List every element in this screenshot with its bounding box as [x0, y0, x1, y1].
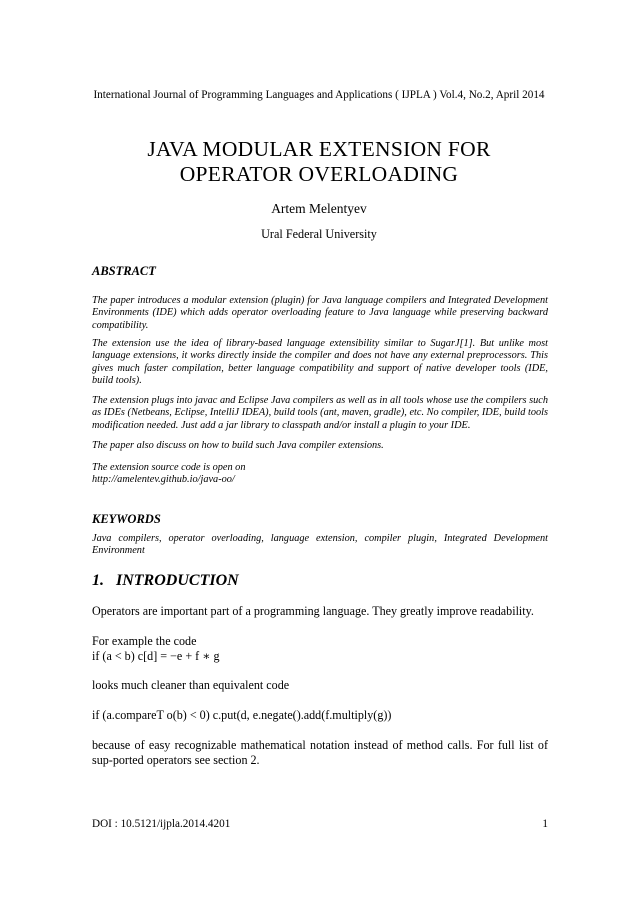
- keywords-text: Java compilers, operator overloading, language extension, compiler plugin, Integrated Development Environment: [92, 533, 548, 557]
- abstract-paragraph-1-block: [92, 295, 548, 332]
- code-example-2: if (a.compareT o(b) < 0) c.put(d, e.negate().add(f.multiply(g)): [92, 708, 392, 722]
- intro-paragraph-3: looks much cleaner than equivalent code: [92, 678, 290, 692]
- paper-title: [0, 137, 638, 187]
- intro-paragraph-2: For example the code: [92, 634, 197, 648]
- abstract-section: [92, 264, 548, 279]
- abstract-paragraph-3: The extension plugs into javac and Eclipse Java compilers as well as in all tools whose use the compilers such as IDEs (Netbeans, Eclipse, IntelliJ IDEA), build tools (ant, maven, gradle), etc. No compiler, IDE, build tools modification needed. Just add a jar library to classpath and/or install a plugin to your IDE.: [92, 395, 548, 431]
- section-title: INTRODUCTION: [116, 572, 239, 589]
- author-affiliation: Ural Federal University: [261, 227, 377, 241]
- keywords-section: [92, 512, 548, 527]
- intro-paragraph-4-block: [92, 738, 548, 769]
- code-example-1: if (a < b) c[d] = −e + f ∗ g: [92, 649, 220, 664]
- abstract-paragraph-3-block: [92, 395, 548, 432]
- abstract-paragraph-4-block: [92, 440, 548, 452]
- keywords-heading: KEYWORDS: [92, 512, 161, 526]
- intro-paragraph-1-block: [92, 604, 548, 619]
- abstract-paragraph-2: The extension use the idea of library-based language extensibility similar to SugarJ[1]. But unlike most language extensions, it works directly inside the compiler and does not have any external preprocessors. This gives much faster compilation, better language compatibility and support of native developer tools (IDE, build tools).: [92, 338, 548, 387]
- page-number: 1: [542, 818, 548, 830]
- keywords-block: [92, 533, 548, 558]
- title-line-2: OPERATOR OVERLOADING: [179, 162, 459, 186]
- section-number: 1.: [92, 572, 104, 589]
- footer-doi: DOI : 10.5121/ijpla.2014.4201: [92, 818, 231, 830]
- code-example-2-block: [92, 708, 548, 723]
- title-line-1: JAVA MODULAR EXTENSION FOR: [147, 137, 491, 161]
- abstract-paragraph-4: The paper also discuss on how to build such Java compiler extensions.: [92, 440, 384, 451]
- abstract-paragraph-1: The paper introduces a modular extension (plugin) for Java language compilers and Integrated Development Environments (IDE) which adds operator overloading feature to Java language while preserving backward compatibility.: [92, 295, 548, 331]
- running-header: International Journal of Programming Languages and Applications ( IJPLA ) Vol.4, No.2, April 2014: [93, 89, 545, 101]
- author-name: Artem Melentyev: [271, 201, 367, 216]
- intro-paragraph-2-block: [92, 634, 548, 665]
- intro-paragraph-3-block: [92, 678, 548, 693]
- introduction-heading: [92, 572, 548, 590]
- intro-paragraph-4: because of easy recognizable mathematical notation instead of method calls. For full list of sup-ported operators see section 2.: [92, 738, 548, 768]
- intro-paragraph-1: Operators are important part of a programming language. They greatly improve readability.: [92, 604, 534, 618]
- abstract-paragraph-2-block: [92, 338, 548, 388]
- introduction-heading-block: [92, 572, 548, 590]
- abstract-source-block: [92, 462, 548, 487]
- abstract-heading: ABSTRACT: [92, 264, 156, 278]
- abstract-source-line-1: The extension source code is open on: [92, 462, 246, 473]
- source-code-link[interactable]: http://amelentev.github.io/java-oo/: [92, 474, 235, 486]
